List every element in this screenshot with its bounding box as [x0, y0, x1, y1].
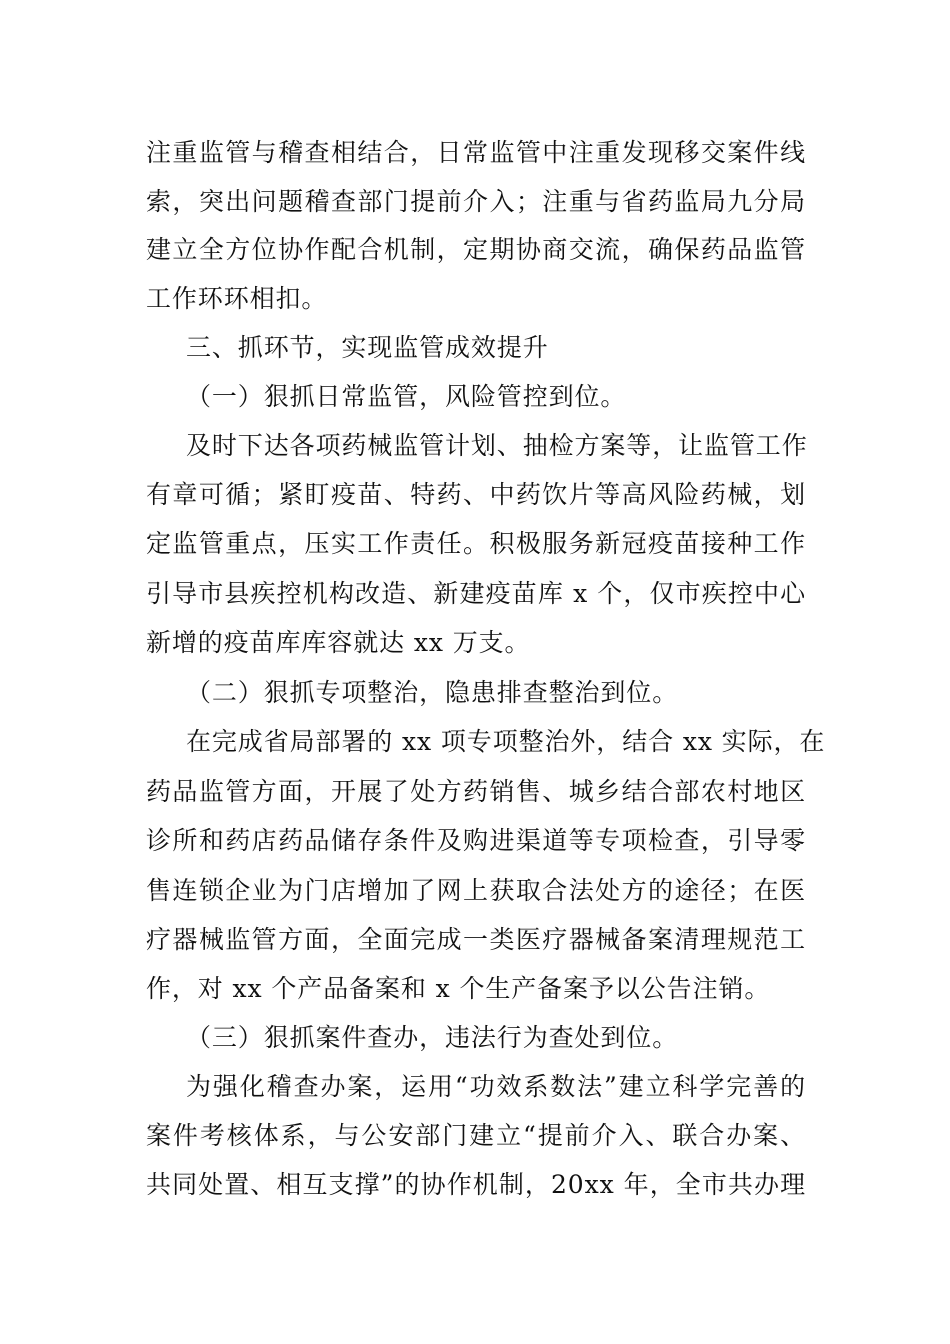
paragraph-line: 作，对 xx 个产品备案和 x 个生产备案予以公告注销。 — [146, 974, 771, 1003]
paragraph-line: 疗器械监管方面，全面完成一类医疗器械备案清理规范工 — [146, 925, 806, 954]
paragraph-line: 案件考核体系，与公安部门建立“提前介入、联合办案、 — [146, 1121, 806, 1150]
section-heading: 三、抓环节，实现监管成效提升 — [186, 333, 549, 362]
paragraph-line: 建立全方位协作配合机制，定期协商交流，确保药品监管 — [146, 235, 806, 264]
paragraph-line: 引导市县疾控机构改造、新建疫苗库 x 个，仅市疾控中心 — [146, 579, 806, 608]
paragraph-line: 索，突出问题稽查部门提前介入；注重与省药监局九分局 — [146, 187, 806, 216]
subsection-heading: （二）狠抓专项整治，隐患排查整治到位。 — [186, 678, 679, 707]
subsection-heading: （三）狠抓案件查办，违法行为查处到位。 — [186, 1023, 679, 1052]
paragraph-line: 工作环环相扣。 — [146, 284, 328, 313]
paragraph-line: 在完成省局部署的 xx 项专项整治外，结合 xx 实际，在 — [186, 727, 826, 756]
paragraph-line: 药品监管方面，开展了处方药销售、城乡结合部农村地区 — [146, 777, 806, 806]
subsection-heading: （一）狠抓日常监管，风险管控到位。 — [186, 382, 627, 411]
paragraph-line: 及时下达各项药械监管计划、抽检方案等，让监管工作 — [186, 431, 808, 460]
paragraph-line: 售连锁企业为门店增加了网上获取合法处方的途径；在医 — [146, 876, 806, 905]
paragraph-line: 有章可循；紧盯疫苗、特药、中药饮片等高风险药械，划 — [146, 480, 806, 509]
paragraph-line: 注重监管与稽查相结合，日常监管中注重发现移交案件线 — [146, 138, 806, 167]
paragraph-line: 新增的疫苗库库容就达 xx 万支。 — [146, 628, 531, 657]
paragraph-line: 诊所和药店药品储存条件及购进渠道等专项检查，引导零 — [146, 826, 806, 855]
paragraph-line: 定监管重点，压实工作责任。积极服务新冠疫苗接种工作 — [146, 529, 806, 558]
paragraph-line: 为强化稽查办案，运用“功效系数法”建立科学完善的 — [186, 1072, 806, 1101]
paragraph-line: 共同处置、相互支撑”的协作机制，20xx 年，全市共办理 — [146, 1170, 806, 1199]
